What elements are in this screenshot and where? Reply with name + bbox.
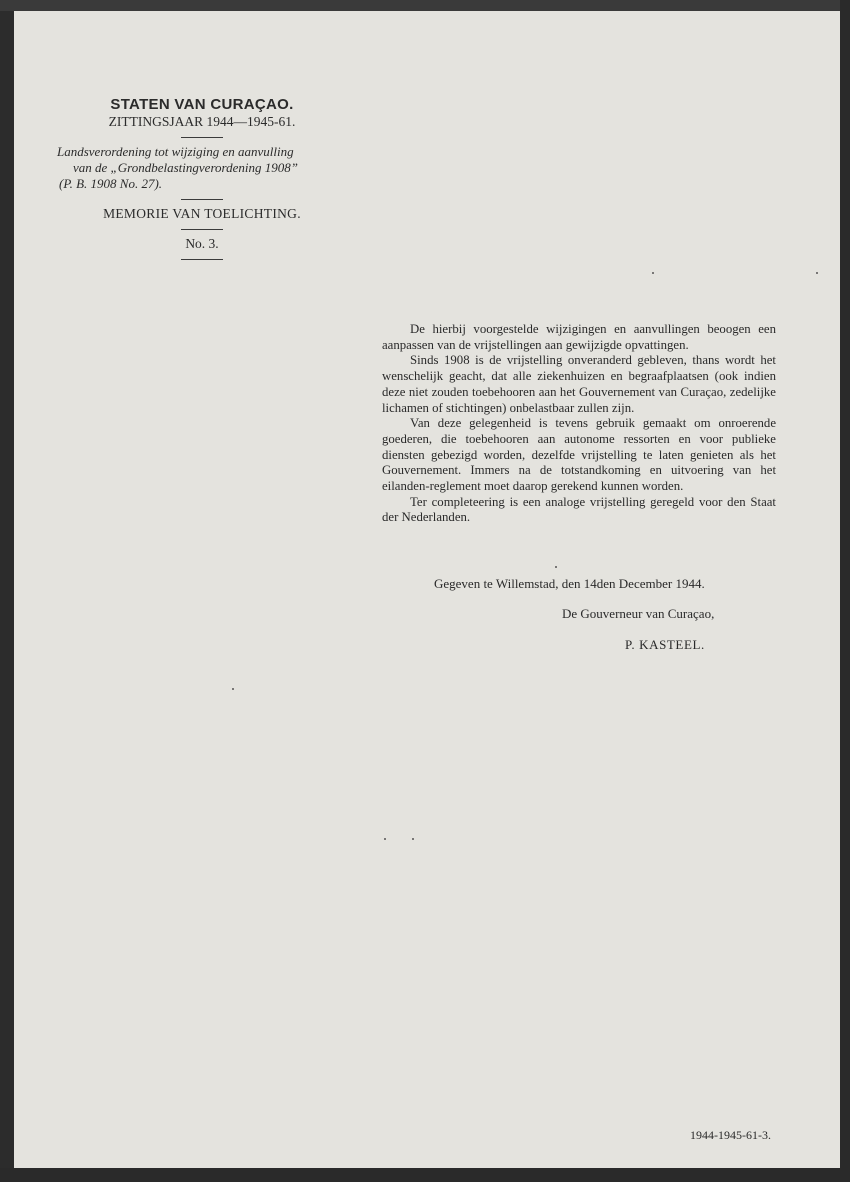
document-number: No. 3. — [185, 236, 219, 251]
ordinance-title-line: Landsverordening tot wijziging en aanvulling — [57, 144, 294, 159]
header-rule — [181, 259, 223, 260]
paper-speck — [412, 838, 414, 840]
paper-speck — [384, 838, 386, 840]
session-year: ZITTINGSJAAR 1944—1945-61. — [108, 114, 296, 129]
scan-border-bottom — [0, 1168, 850, 1182]
header-rule — [181, 137, 223, 138]
memo-heading: MEMORIE VAN TOELICHTING. — [103, 206, 301, 221]
header-rule — [181, 199, 223, 200]
paper-speck — [555, 566, 557, 568]
body-paragraph: Ter completeering is een analoge vrijstelling geregeld voor den Staat der Nederlanden. — [382, 494, 776, 525]
ordinance-title-line: van de „Grondbelastingverordening 1908” — [73, 160, 298, 175]
document-header — [0, 96, 404, 266]
paper-speck — [232, 688, 234, 690]
document-reference: 1944-1945-61-3. — [690, 1128, 771, 1142]
signatory: P. KASTEEL. — [625, 637, 705, 652]
body-paragraph: Van deze gelegenheid is tevens gebruik gemaakt om onroerende goederen, die toebehooren aan autonome ressorten en voor publieke diensten gebezigd worden, dezelfde vrijstelling te laten genieten als het Gouvernement. Immers na de totstandkoming en uitvoering van het eilanden-reglement moet daarop gerekend kunnen worden. — [382, 416, 776, 494]
governor-title: De Gouverneur van Curaçao, — [562, 606, 715, 621]
place-and-date: Gegeven te Willemstad, den 14den December 1944. — [434, 576, 705, 591]
body-paragraph: Sinds 1908 is de vrijstelling onveranderd gebleven, thans wordt het wenschelijk geacht, dat alle ziekenhuizen en begraafplaatsen (ook indien deze niet zouden toebehooren aan het Gouvernement van Curaçao, zedelijke lichamen of stichtingen) onbelastbaar zullen zijn. — [382, 353, 776, 415]
ordinance-title-line: (P. B. 1908 No. 27). — [59, 176, 163, 191]
paper-speck — [816, 272, 818, 274]
explanatory-text — [382, 322, 776, 526]
ordinance-title — [57, 144, 347, 192]
body-paragraph: De hierbij voorgestelde wijzigingen en aanvullingen beoogen een aanpassen van de vrijstellingen aan gewijzigde opvattingen. — [382, 322, 776, 352]
organization-name: STATEN VAN CURAÇAO. — [110, 96, 294, 113]
scan-border-right — [840, 0, 850, 1182]
scan-border-top — [0, 0, 850, 11]
paper-speck — [652, 272, 654, 274]
header-rule — [181, 229, 223, 230]
